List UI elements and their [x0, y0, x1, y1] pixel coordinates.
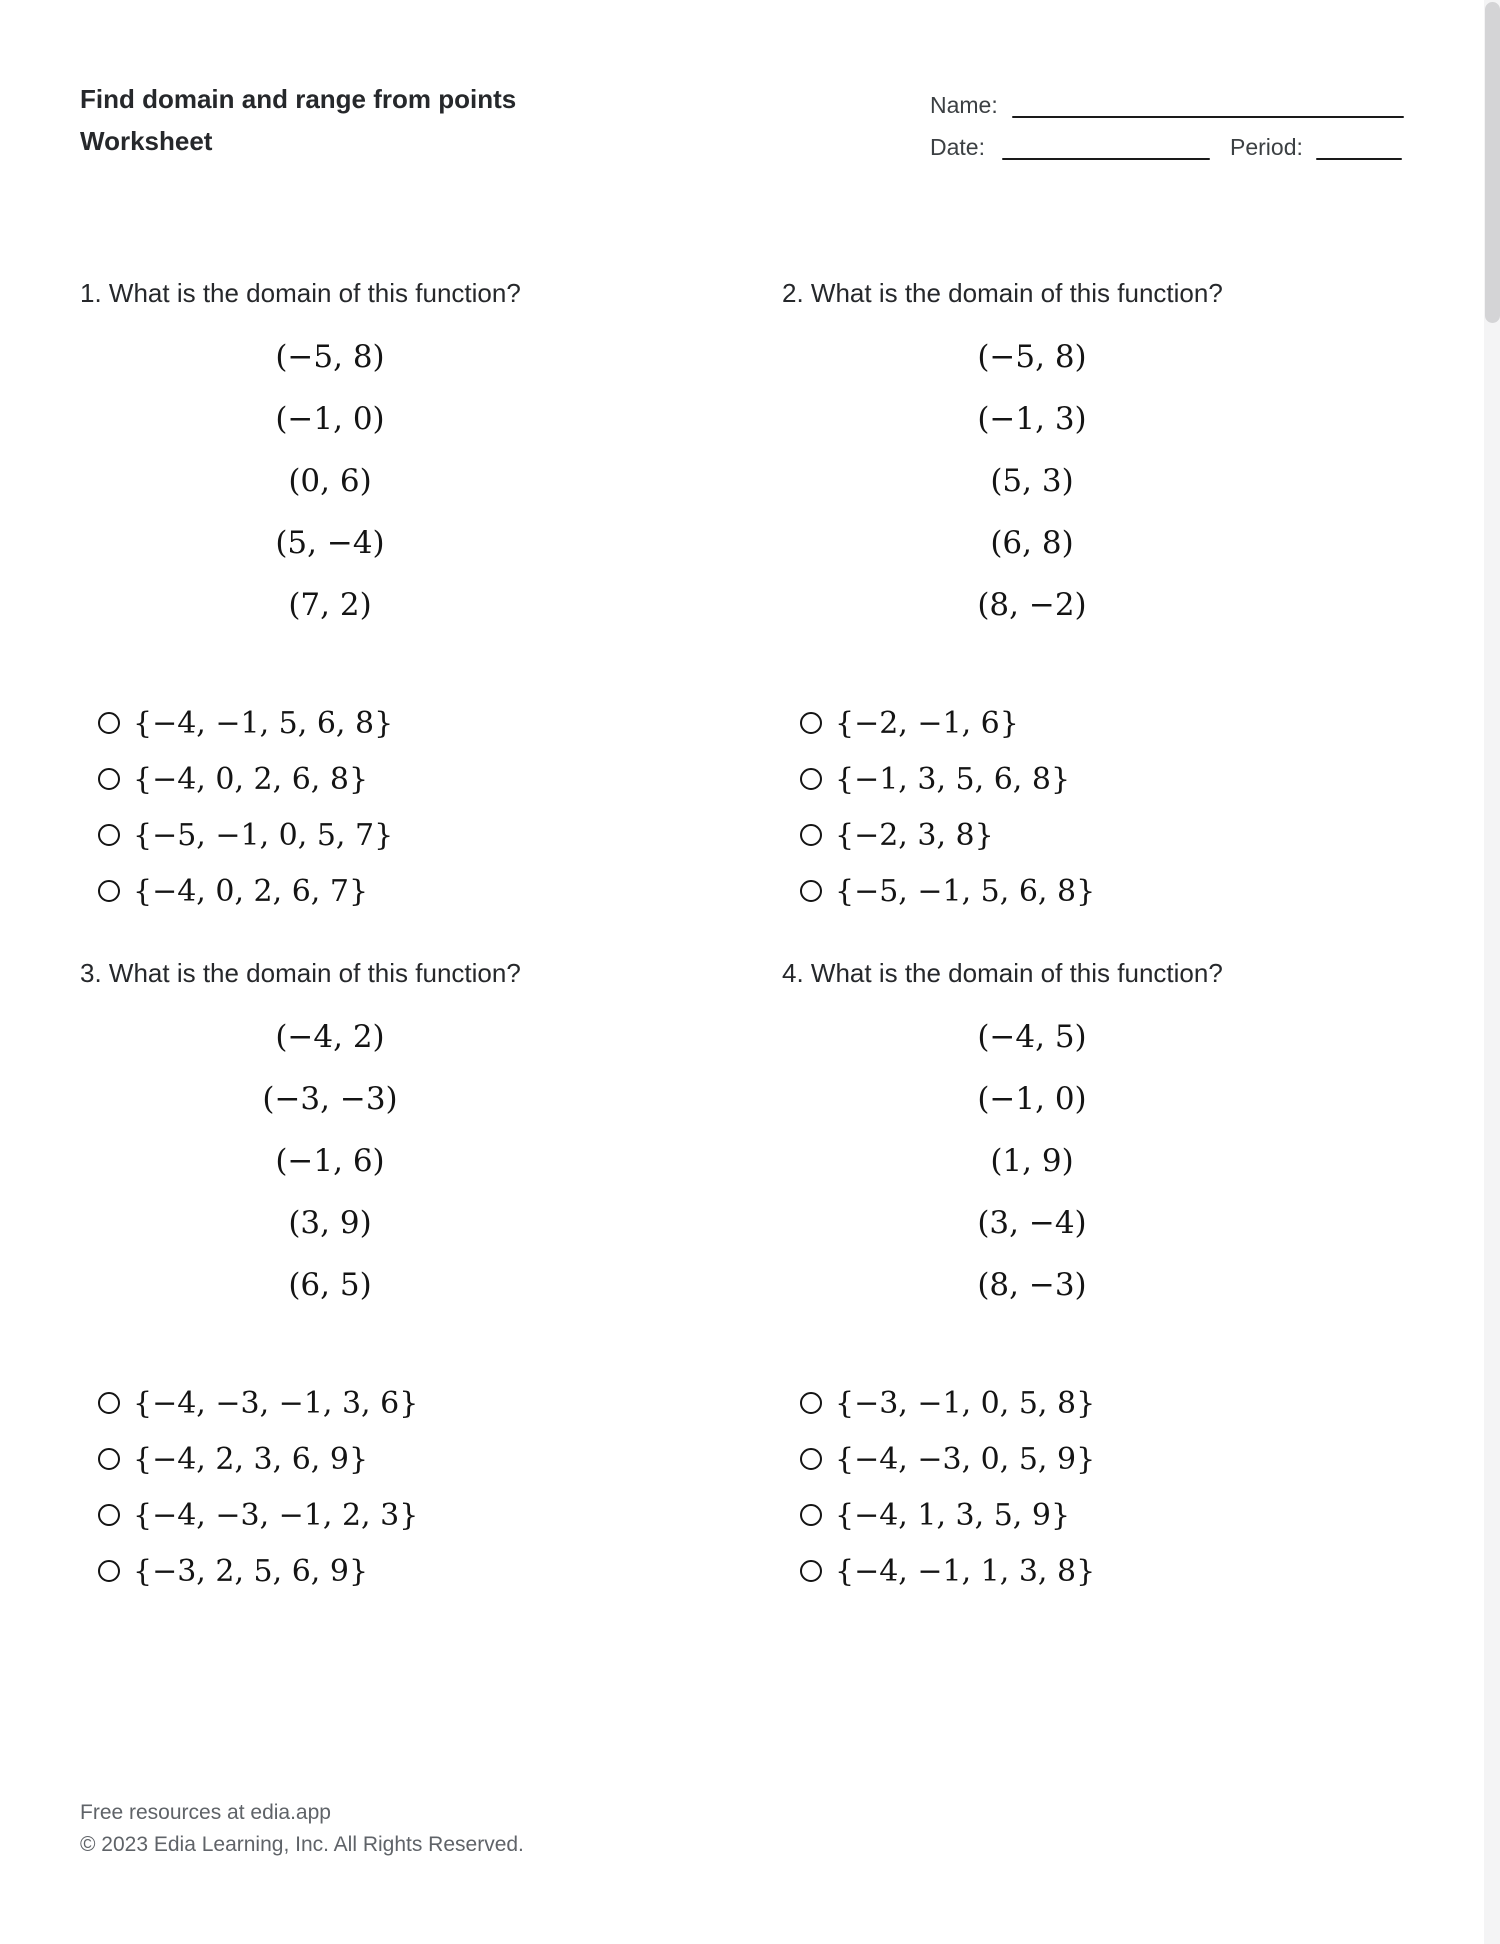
answer-option-label: {−4, −3, −1, 3, 6}	[133, 1385, 419, 1421]
answer-option[interactable]	[800, 1543, 1095, 1599]
answer-option-label: {−4, −3, −1, 2, 3}	[133, 1497, 419, 1533]
question-1	[80, 278, 740, 909]
worksheet-subtitle: Worksheet	[80, 126, 213, 156]
answer-option-label: {−5, −1, 5, 6, 8}	[835, 873, 1096, 909]
answer-option[interactable]	[98, 1375, 418, 1431]
point: (−5, 8)	[977, 339, 1087, 375]
question-3-heading: 3. What is the domain of this function?	[80, 958, 521, 988]
point: (5, 3)	[990, 463, 1074, 499]
answer-option-label: {−2, 3, 8}	[835, 817, 994, 853]
answer-option[interactable]	[98, 751, 393, 807]
scrollbar-track[interactable]	[1484, 0, 1500, 1944]
name-label: Name:	[930, 92, 998, 118]
question-3-options	[98, 1375, 418, 1599]
answer-option-label: {−4, 2, 3, 6, 9}	[133, 1441, 369, 1477]
point: (6, 8)	[990, 525, 1074, 561]
date-blank-line	[1002, 158, 1210, 160]
answer-option[interactable]	[800, 1487, 1095, 1543]
question-2	[782, 278, 1442, 909]
answer-option[interactable]	[98, 807, 393, 863]
answer-option[interactable]	[98, 1487, 418, 1543]
question-4	[782, 958, 1442, 1589]
answer-option[interactable]	[800, 1431, 1095, 1487]
answer-option-label: {−4, 0, 2, 6, 7}	[133, 873, 369, 909]
question-1-points	[80, 326, 580, 636]
point: (0, 6)	[288, 463, 372, 499]
radio-button-icon[interactable]	[800, 824, 822, 846]
period-label: Period:	[1230, 134, 1303, 160]
radio-button-icon[interactable]	[800, 880, 822, 902]
point: (8, −3)	[977, 1267, 1087, 1303]
period-blank-line	[1316, 158, 1402, 160]
date-label: Date:	[930, 134, 985, 160]
worksheet-title: Find domain and range from points	[80, 84, 517, 114]
answer-option-label: {−3, 2, 5, 6, 9}	[133, 1553, 369, 1589]
question-4-options	[800, 1375, 1095, 1599]
answer-option[interactable]	[98, 1543, 418, 1599]
radio-button-icon[interactable]	[98, 1504, 120, 1526]
answer-option[interactable]	[98, 1431, 418, 1487]
answer-option[interactable]	[800, 695, 1095, 751]
point: (3, 9)	[288, 1205, 372, 1241]
answer-option-label: {−3, −1, 0, 5, 8}	[835, 1385, 1096, 1421]
answer-option-label: {−4, −3, 0, 5, 9}	[835, 1441, 1096, 1477]
point: (−4, 5)	[977, 1019, 1087, 1055]
point: (1, 9)	[990, 1143, 1074, 1179]
point: (3, −4)	[977, 1205, 1087, 1241]
scrollbar-thumb[interactable]	[1485, 2, 1500, 323]
footer-copyright-text: © 2023 Edia Learning, Inc. All Rights Reserved.	[80, 1833, 524, 1856]
answer-option-label: {−1, 3, 5, 6, 8}	[835, 761, 1071, 797]
answer-option-label: {−4, −1, 1, 3, 8}	[835, 1553, 1096, 1589]
name-blank-line	[1012, 116, 1404, 118]
point: (−1, 6)	[275, 1143, 385, 1179]
point: (6, 5)	[288, 1267, 372, 1303]
radio-button-icon[interactable]	[800, 768, 822, 790]
point: (7, 2)	[288, 587, 372, 623]
answer-option[interactable]	[800, 863, 1095, 919]
answer-option-label: {−4, −1, 5, 6, 8}	[133, 705, 394, 741]
radio-button-icon[interactable]	[800, 1560, 822, 1582]
question-4-points	[782, 1006, 1282, 1316]
radio-button-icon[interactable]	[98, 712, 120, 734]
radio-button-icon[interactable]	[98, 1448, 120, 1470]
answer-option-label: {−4, 1, 3, 5, 9}	[835, 1497, 1071, 1533]
point: (−5, 8)	[275, 339, 385, 375]
question-1-options	[98, 695, 393, 919]
answer-option-label: {−2, −1, 6}	[835, 705, 1019, 741]
answer-option-label: {−4, 0, 2, 6, 8}	[133, 761, 369, 797]
question-3-points	[80, 1006, 580, 1316]
radio-button-icon[interactable]	[800, 1504, 822, 1526]
answer-option[interactable]	[800, 1375, 1095, 1431]
question-1-heading: 1. What is the domain of this function?	[80, 278, 521, 308]
radio-button-icon[interactable]	[98, 824, 120, 846]
radio-button-icon[interactable]	[800, 1392, 822, 1414]
question-3	[80, 958, 740, 1589]
point: (5, −4)	[275, 525, 385, 561]
point: (8, −2)	[977, 587, 1087, 623]
question-4-heading: 4. What is the domain of this function?	[782, 958, 1223, 988]
radio-button-icon[interactable]	[800, 712, 822, 734]
answer-option[interactable]	[98, 863, 393, 919]
answer-option[interactable]	[98, 695, 393, 751]
question-2-options	[800, 695, 1095, 919]
point: (−1, 0)	[977, 1081, 1087, 1117]
point: (−1, 3)	[977, 401, 1087, 437]
point: (−4, 2)	[275, 1019, 385, 1055]
question-2-heading: 2. What is the domain of this function?	[782, 278, 1223, 308]
answer-option[interactable]	[800, 807, 1095, 863]
footer-resources-text: Free resources at edia.app	[80, 1801, 331, 1824]
answer-option-label: {−5, −1, 0, 5, 7}	[133, 817, 394, 853]
radio-button-icon[interactable]	[98, 1560, 120, 1582]
question-2-points	[782, 326, 1282, 636]
point: (−1, 0)	[275, 401, 385, 437]
radio-button-icon[interactable]	[98, 1392, 120, 1414]
radio-button-icon[interactable]	[98, 880, 120, 902]
radio-button-icon[interactable]	[800, 1448, 822, 1470]
answer-option[interactable]	[800, 751, 1095, 807]
point: (−3, −3)	[262, 1081, 398, 1117]
radio-button-icon[interactable]	[98, 768, 120, 790]
